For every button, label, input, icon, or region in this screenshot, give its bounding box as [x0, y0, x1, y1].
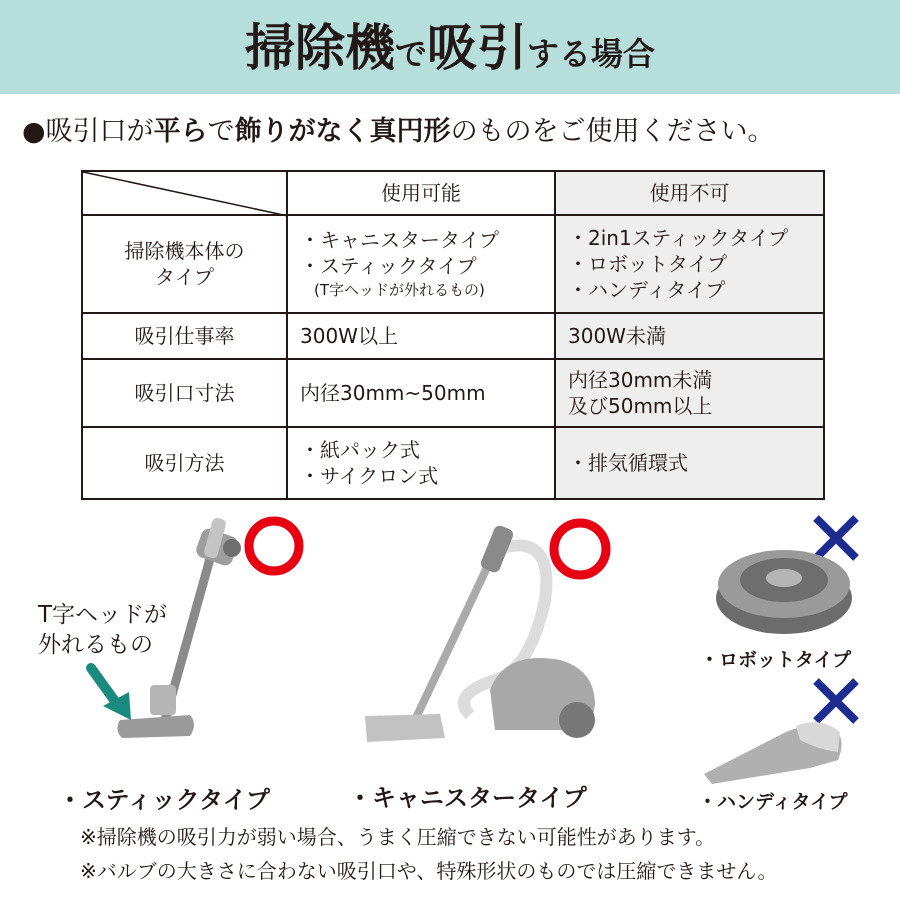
- row-label-type: 掃除機本体の タイプ: [82, 215, 287, 313]
- t-head-callout: T字ヘッドが 外れるもの: [38, 602, 168, 658]
- row-label-power: 吸引仕事率: [82, 313, 287, 359]
- handy-vacuum-illustration: [700, 710, 850, 785]
- cell-usable-size: 内径30mm~50mm: [287, 359, 555, 427]
- cell-unusable-size: 内径30mm未満 及び50mm以上: [555, 359, 824, 427]
- table-corner-cell: [82, 171, 287, 215]
- ok-circle-icon: [244, 516, 304, 576]
- cell-unusable-method: ・排気循環式: [555, 427, 824, 499]
- robot-caption: ・ロボットタイプ: [700, 649, 852, 671]
- col-unusable-header: 使用不可: [555, 171, 824, 215]
- note-valve: ※バルブの大きさに合わない吸引口や、特殊形状のものでは圧縮できません。: [80, 859, 778, 883]
- table-row: [82, 359, 824, 427]
- table-row: [82, 427, 824, 499]
- row-label-method: 吸引方法: [82, 427, 287, 499]
- corner-diagonal: [83, 172, 288, 216]
- cell-unusable-power: 300W未満: [555, 313, 824, 359]
- table-row: [82, 215, 824, 313]
- canister-caption: ・キャニスタータイプ: [348, 784, 587, 812]
- table-row: [82, 313, 824, 359]
- cell-usable-type: ・キャニスタータイプ ・スティックタイプ (T字ヘッドが外れるもの): [287, 215, 555, 313]
- col-usable-header: 使用可能: [287, 171, 555, 215]
- cell-usable-method: ・紙パック式 ・サイクロン式: [287, 427, 555, 499]
- cell-unusable-type: ・2in1スティックタイプ ・ロボットタイプ ・ハンディタイプ: [555, 215, 824, 313]
- arrow-icon: [85, 662, 135, 722]
- spec-table: [81, 170, 825, 500]
- robot-vacuum-illustration: [712, 540, 857, 640]
- handy-caption: ・ハンディタイプ: [698, 791, 848, 813]
- cell-usable-power: 300W以上: [287, 313, 555, 359]
- table-header-row: [82, 171, 824, 215]
- page-title: 掃除機で吸引する場合: [244, 19, 656, 77]
- ok-circle-icon: [548, 517, 612, 581]
- note-suction: ※掃除機の吸引力が弱い場合、うまく圧縮できない可能性があります。: [80, 825, 716, 849]
- row-label-size: 吸引口寸法: [82, 359, 287, 427]
- stick-caption: ・スティックタイプ: [58, 786, 270, 814]
- intro-text: ●吸引口が平らで飾りがなく真円形のものをご使用ください。: [22, 116, 775, 147]
